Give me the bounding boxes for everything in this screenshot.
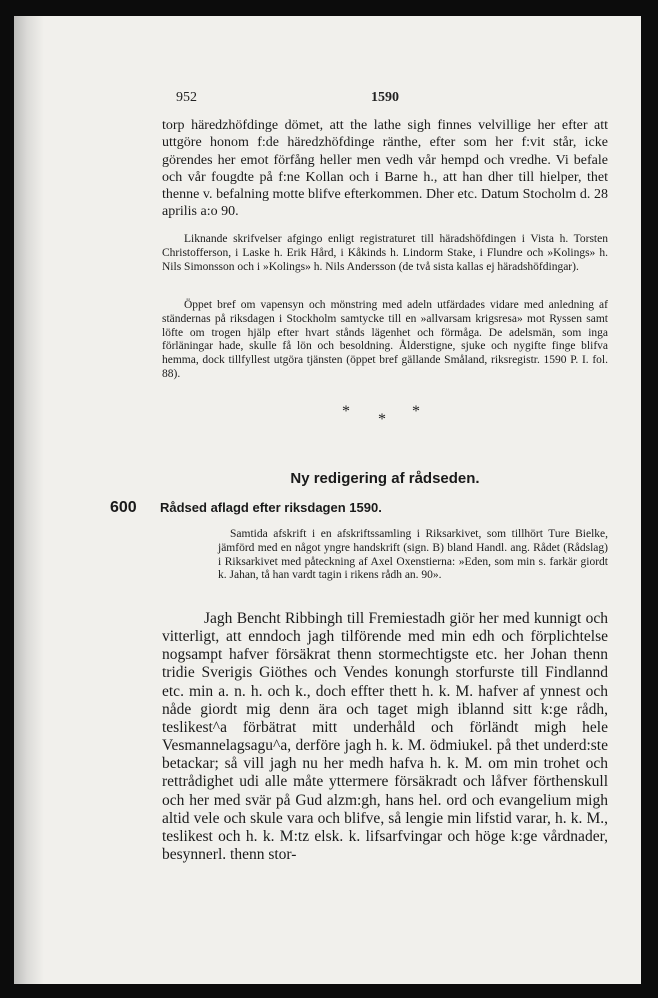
- page-header: [162, 90, 608, 108]
- main-paragraph: torp häredzhöfdinge dömet, att the lathe sigh finnes velvillige her efter att uttgöre honom f:de häredzhöfdinge ränthe, efter som her f:vit står, icke görendes her emot förfång heller men vedh vår hempd och vredhe. Vi befale och vår fougdte på f:ne Kollan och i Barne h., att han dher till hielper, thet thenne v. befalning motte blifve efterkommen. Dher etc. Datum Stocholm d. 28 aprilis a:o 90.: [162, 118, 608, 220]
- page-number: 952: [176, 90, 197, 105]
- note-paragraph-vapensyn: Öppet bref om vapensyn och mönstring med adeln utfärdades vidare med anledning af ständernas på riksdagen i Stockholm samtycke till en »allvarsam krigsresa» mot Ryssen samt löfte om trogen hjälp efter hvart stånds lägenhet och förmåga. De adelsmän, som inga förläningar hade, skulle få lön och besoldning. Ålderstigne, sjuke och nygifte finge blifva hemma, dock tillfyllest utgöra tjänsten (öppet bref gällande Småland, riksregistr. 1590 P. I. fol. 88).: [162, 299, 608, 380]
- section-title: Ny redigering af rådseden.: [290, 470, 480, 487]
- section-divider-asterisms: [162, 403, 608, 427]
- asterism-star: *: [342, 403, 350, 420]
- document-heading: [110, 499, 608, 519]
- running-head-year: 1590: [371, 90, 399, 105]
- source-note: Samtida afskrift i en afskriftssamling i Riksarkivet, som tillhört Ture Bielke, jämförd med en något yngre handskrift (sign. B) bland Handl. ang. Rådet (Rådslag) i Riksarkivet med påteckning af Axel Oxenstierna: »Eden, som min s. farkär giordt k. Jahan, tå han vardt tagin i rikens rådh an. 90».: [218, 528, 608, 582]
- asterism-star: *: [412, 403, 420, 420]
- note-paragraph-registratur: Liknande skrifvelser afgingo enligt registraturet till häradshöfdingen i Vista h. Torsten Christofferson, i Laske h. Erik Hård, i Kåkinds h. Lindorm Stake, i Flundre och »Kolings» h. Nils Simonsson och i »Kolings» h. Nils Andersson (de två sista kallas ej häradshöfdingar).: [162, 233, 608, 273]
- document-title: Rådsed aflagd efter riksdagen 1590.: [160, 500, 382, 515]
- oath-body-text: Jagh Bencht Ribbingh till Fremiestadh giör her med kunnigt och vitterligt, att enndoch jagh tilförende med min edh och förplichtelse nogsampt hafver försäkrat thenn stormechtigste etc. her Johan thenn tridie Sverigis Giöthes och Vendes konungh storfurste till Findlannd etc. min a. n. h. och k., doch effter thett h. k. M. hafver af ynnest och nåde giordt mig denn ära och taget migh iblannd sitt k:ge rådh, teslikest^a förbätrat mitt underhåld och förländt migh hele Vesmannelagsagu^a, derföre jagh h. k. M. ödmiukel. på thet underd:ste betackar; så vill jagh nu her medh hafva h. k. M. om min trohet och rettrådighet udi alle måte yttermere försäkradt och låfver förthenskull och her med svär på Gud alzm:gh, hans hel. ord och evangelium migh altid vele och skule vara och blifve, så lengie min lifstid varar, h. k. M., teslikest och h. k. M:tz elsk. k. lifsarfvingar och höge k:ge vårdnader, besynnerl. thenn stor-: [162, 610, 608, 864]
- page-gutter-shadow: [14, 16, 44, 984]
- asterism-star: *: [378, 411, 386, 428]
- document-number: 600: [110, 499, 137, 516]
